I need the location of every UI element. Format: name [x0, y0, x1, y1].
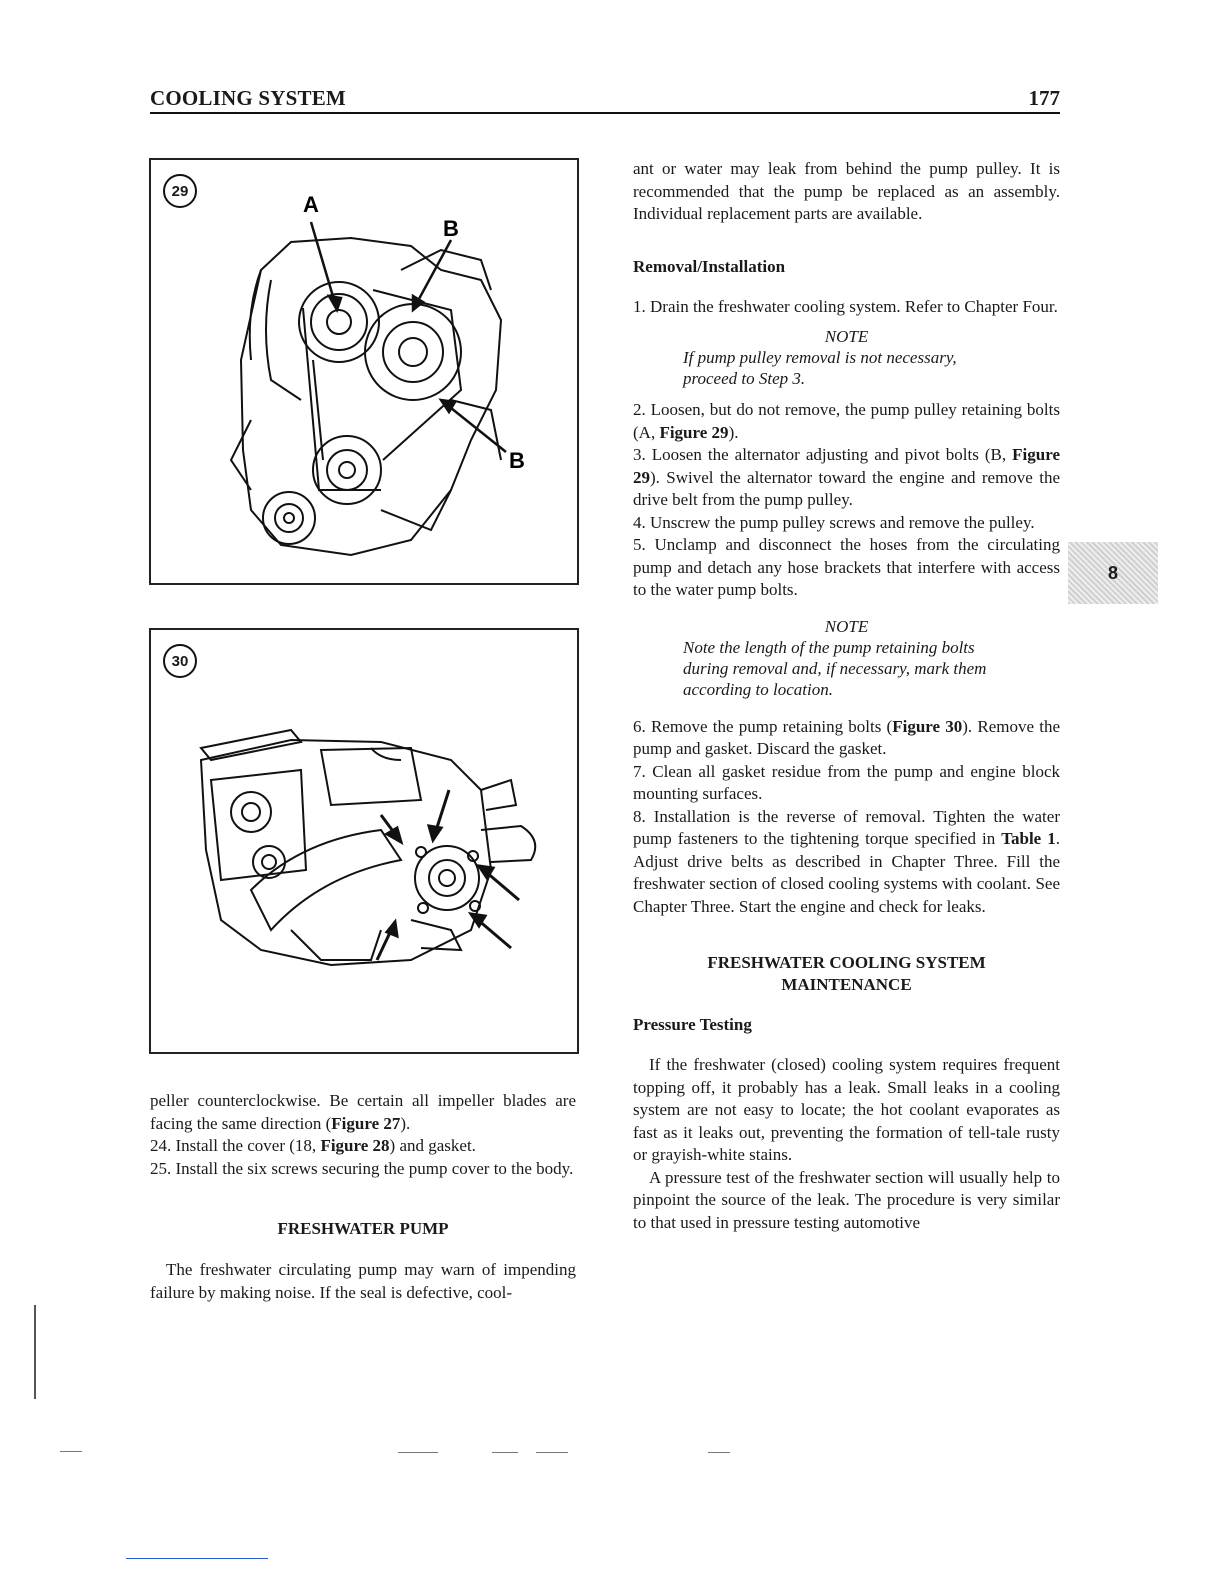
figure-number: 30: [163, 644, 197, 678]
continued-paragraph: ant or water may leak from behind the pump pulley. It is recommended that the pump be replaced as an assembly. Individual replacement parts are available.: [633, 159, 1060, 223]
step-3: 3. Loosen the alternator adjusting and pivot bolts (B, Figure 29). Swivel the alternator toward the engine and remove the drive belt from the pump pulley.: [633, 445, 1060, 509]
figure-number: 29: [163, 174, 197, 208]
section-freshwater-pump: FRESHWATER PUMP: [277, 1219, 449, 1238]
impeller-paragraph: peller counterclockwise. Be certain all impeller blades are facing the same direction (Figure 27).: [150, 1091, 576, 1133]
water-pump-illustration: [151, 630, 577, 1052]
footer-dash: [60, 1451, 82, 1452]
margin-line: [34, 1305, 36, 1399]
label-b-right: B: [509, 448, 525, 473]
footer-dash: [492, 1452, 518, 1453]
engine-belt-illustration: [151, 160, 577, 583]
step-7: 7. Clean all gasket residue from the pump and engine block mounting surfaces.: [633, 761, 1060, 803]
note-title: NOTE: [824, 616, 869, 636]
step-2: 2. Loosen, but do not remove, the pump pulley retaining bolts (A, Figure 29).: [633, 400, 1060, 442]
figure-reference: Figure 29: [659, 422, 729, 442]
step-5: 5. Unclamp and disconnect the hoses from the circulating pump and detach any hose brackets that interfere with access to the water pump bolts.: [633, 535, 1060, 599]
footer-dash: [708, 1452, 730, 1453]
step-24: 24. Install the cover (18, Figure 28) and gasket.: [150, 1136, 476, 1155]
figure-reference: Figure 27: [331, 1113, 401, 1133]
note-text: Note the length of the pump retaining bolts during removal and, if necessary, mark them according to location.: [683, 637, 987, 699]
section-maintenance-line-1: FRESHWATER COOLING SYSTEM: [707, 953, 986, 972]
removal-installation-heading: Removal/Installation: [633, 256, 786, 276]
figure-30: [149, 628, 579, 1054]
freshwater-pump-intro: The freshwater circulating pump may warn of impending failure by making noise. If the seal is defective, cool-: [150, 1260, 576, 1302]
page-header: [150, 86, 1060, 114]
step-4: 4. Unscrew the pump pulley screws and remove the pulley.: [633, 512, 1035, 532]
figure-reference: Figure 28: [320, 1136, 390, 1155]
step-6: 6. Remove the pump retaining bolts (Figure 30). Remove the pump and gasket. Discard the gasket.: [633, 716, 1060, 758]
figure-reference: Figure 30: [892, 716, 963, 736]
table-reference: Table 1: [1001, 829, 1056, 848]
note-title: NOTE: [824, 327, 869, 346]
chapter-title: COOLING SYSTEM: [150, 86, 346, 110]
section-maintenance-line-2: MAINTENANCE: [781, 975, 912, 994]
pressure-paragraph-2: A pressure test of the freshwater section will usually help to pinpoint the source of the leak. The procedure is very similar to that used in pressure testing automotive: [633, 1167, 1060, 1232]
pressure-testing-heading: Pressure Testing: [633, 1015, 752, 1034]
step-1: 1. Drain the freshwater cooling system. Refer to Chapter Four.: [633, 296, 1058, 316]
left-column: [150, 1090, 576, 1304]
note-text: If pump pulley removal is not necessary, proceed to Step 3.: [683, 348, 957, 388]
label-b-top: B: [443, 216, 459, 241]
step-8: 8. Installation is the reverse of removal. Tighten the water pump fasteners to the tightening torque specified in Table 1. Adjust drive belts as described in Chapter Three. Fill the freshwater section of closed cooling systems with coolant. See Chapter Three. Start the engine and check for leaks.: [633, 806, 1060, 916]
footer-dash: [398, 1452, 438, 1453]
link-underline: [126, 1558, 268, 1559]
chapter-tab: 8: [1068, 542, 1158, 604]
figure-29: [149, 158, 579, 585]
pressure-paragraph-1: If the freshwater (closed) cooling system requires frequent topping off, it probably has a leak. Small leaks in a cooling system are not easy to locate; the hot coolant evaporates as fast as it leaks out, preventing the formation of tell-tale rusty or grayish-white stains.: [633, 1055, 1060, 1164]
page-number: 177: [1028, 86, 1060, 110]
figure-reference: Figure 29: [633, 445, 1060, 487]
step-25: 25. Install the six screws securing the pump cover to the body.: [150, 1158, 574, 1178]
footer-dash: [536, 1452, 568, 1453]
right-column: [633, 158, 1060, 1234]
label-a: A: [303, 192, 319, 217]
